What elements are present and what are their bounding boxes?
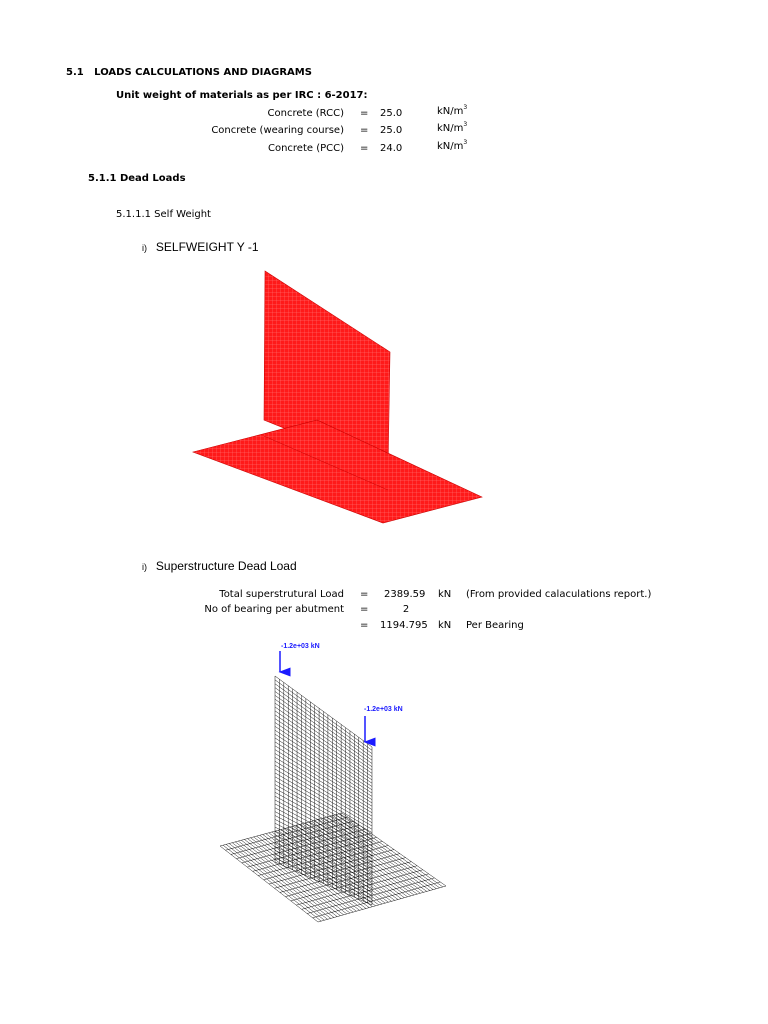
mesh-line (280, 858, 406, 893)
unit-weight-label: Concrete (wearing course) (211, 125, 344, 136)
self-weight-heading: 5.1.1.1 Self Weight (116, 209, 211, 220)
super-unit: kN (438, 620, 452, 631)
mesh-line (264, 845, 389, 879)
unit-weight-value: 25.0 (380, 125, 403, 136)
section-number: 5.1 (66, 67, 84, 78)
figure2-title: Superstructure Dead Load (155, 559, 297, 573)
figure2-marker: i) (142, 562, 147, 572)
unit-weight-label: Concrete (PCC) (267, 143, 344, 154)
super-label: No of bearing per abutment (204, 604, 344, 615)
super-label: Total superstrutural Load (219, 589, 344, 600)
unit-weight-unit: $kN/m^3$ (437, 121, 468, 134)
dead-loads-heading: 5.1.1 Dead Loads (88, 173, 186, 184)
super-note: (From provided calaculations report.) (466, 589, 652, 600)
unit-weight-unit: $kN/m^3$ (437, 139, 468, 152)
super-eq: = (360, 604, 369, 615)
mesh-line (318, 886, 446, 922)
unit-weight-value: 25.0 (380, 108, 403, 119)
wireframe-mesh (220, 676, 446, 922)
mesh-line (242, 829, 365, 863)
mesh-line (225, 817, 347, 850)
section-title: LOADS CALCULATIONS AND DIAGRAMS (94, 67, 312, 78)
mesh-line (307, 878, 434, 914)
unit-weight-eq: = (360, 125, 369, 136)
load-arrow-1-label: -1.2e+03 kN (281, 643, 320, 650)
super-value: 2 (402, 604, 410, 615)
super-note: Per Bearing (466, 620, 524, 631)
figure1-marker: i) (142, 243, 147, 253)
unit-weight-eq: = (360, 143, 369, 154)
mesh-line (231, 821, 354, 854)
load-arrow-2-label: -1.2e+03 kN (364, 706, 403, 713)
super-unit: kN (438, 589, 452, 600)
super-eq: = (360, 589, 369, 600)
mesh-line (291, 866, 417, 901)
figure1-title: SELFWEIGHT Y -1 (155, 240, 259, 254)
mesh-line (269, 850, 394, 885)
mesh-line (296, 870, 423, 905)
unit-weight-eq: = (360, 108, 369, 119)
unit-weights-heading: Unit weight of materials as per IRC : 6-2017: (116, 90, 368, 101)
super-value: 1194.795 (380, 620, 428, 631)
unit-weight-value: 24.0 (380, 143, 403, 154)
unit-weight-label: Concrete (RCC) (267, 108, 344, 119)
unit-weight-unit: $kN/m^3$ (437, 104, 468, 117)
super-eq: = (360, 620, 369, 631)
mesh-line (258, 841, 382, 875)
super-value: 2389.59 (384, 589, 426, 600)
